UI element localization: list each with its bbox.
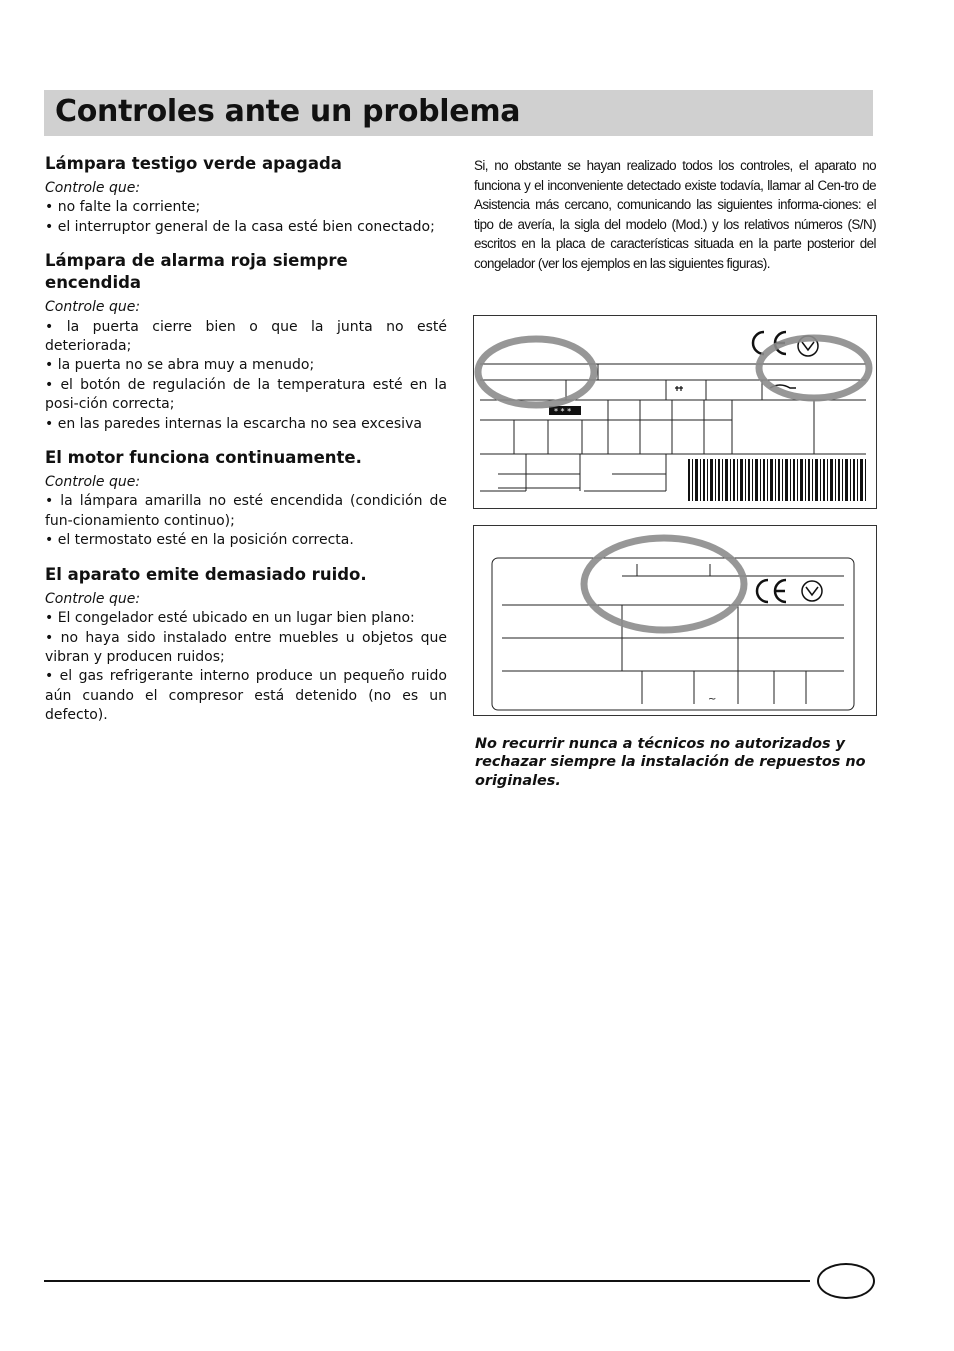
list-item: • el botón de regulación de la temperatura esté en la posi-ción correcta; [45,376,447,413]
page-number-oval [817,1263,875,1299]
section-lead: Controle que: [45,474,141,491]
list-item: • el termostato esté en la posición correcta. [45,532,354,549]
section-red-alarm [45,250,447,434]
section-green-lamp [45,153,447,237]
list-item: • el gas refrigerante interno produce un pequeño ruido aún cuando el compresor está detenido (no es un defecto). [45,668,447,724]
list-item: • El congelador esté ubicado en un lugar bien plano: [45,610,415,627]
title-bar [44,90,873,136]
section-motor-continuous [45,447,447,551]
ce-mark-icon [757,580,786,602]
section-heading: Lámpara de alarma roja siempre encendida [45,251,348,293]
list-item: • en las paredes internas la escarcha no sea excesiva [45,415,422,432]
section-lead: Controle que: [45,180,141,196]
highlight-oval [584,538,744,630]
rating-plate-drawing [474,316,876,508]
section-heading: El aparato emite demasiado ruido. [45,564,367,584]
page-title: Controles ante un problema [55,94,521,129]
imq-mark-icon [802,581,822,601]
section-heading: Lámpara testigo verde apagada [45,154,342,173]
service-instructions: Si, no obstante se hayan realizado todos los controles, el aparato no funciona y el inconveniente detectado existe todavía, llamar al Cen-tro de Asistencia más cercano, comunicando las siguientes informa-ciones: el tipo de avería, la sigla del modelo (Mod.) y los relativos números (S/N) escritos en la placa de características situada en la parte posterior del congelador (ver los ejemplos en las siguientes figuras). [474,158,876,271]
rating-plate-example-1 [473,315,877,509]
snowflake-rating-icon [549,406,581,416]
section-noise [45,564,447,726]
list-item: • la puerta no se abra muy a menudo; [45,357,315,374]
rating-plate-example-2 [473,525,877,716]
list-item: • el interruptor general de la casa esté bien conectado; [45,218,435,235]
troubleshooting-list [45,153,447,739]
section-heading: El motor funciona continuamente. [45,448,362,468]
list-item: • no haya sido instalado entre muebles u objetos que vibran y producen ruidos; [45,629,447,665]
list-item: • la puerta cierre bien o que la junta no esté deteriorada; [45,318,447,355]
list-item: • la lámpara amarilla no esté encendida (condición de fun-cionamiento continuo); [45,493,447,529]
section-lead: Controle que: [45,299,141,316]
svg-text:* * *: * * * [554,407,572,416]
section-lead: Controle que: [45,590,141,607]
footer-rule [44,1280,810,1282]
rating-plate-drawing [474,526,876,715]
warning-note: No recurrir nunca a técnicos no autorizados y rechazar siempre la instalación de repuestos no originales. [475,736,866,789]
list-item: • no falte la corriente; [45,199,201,216]
barcode-icon [688,459,866,501]
svg-text:~: ~ [708,694,717,705]
plug-icon [675,386,683,391]
